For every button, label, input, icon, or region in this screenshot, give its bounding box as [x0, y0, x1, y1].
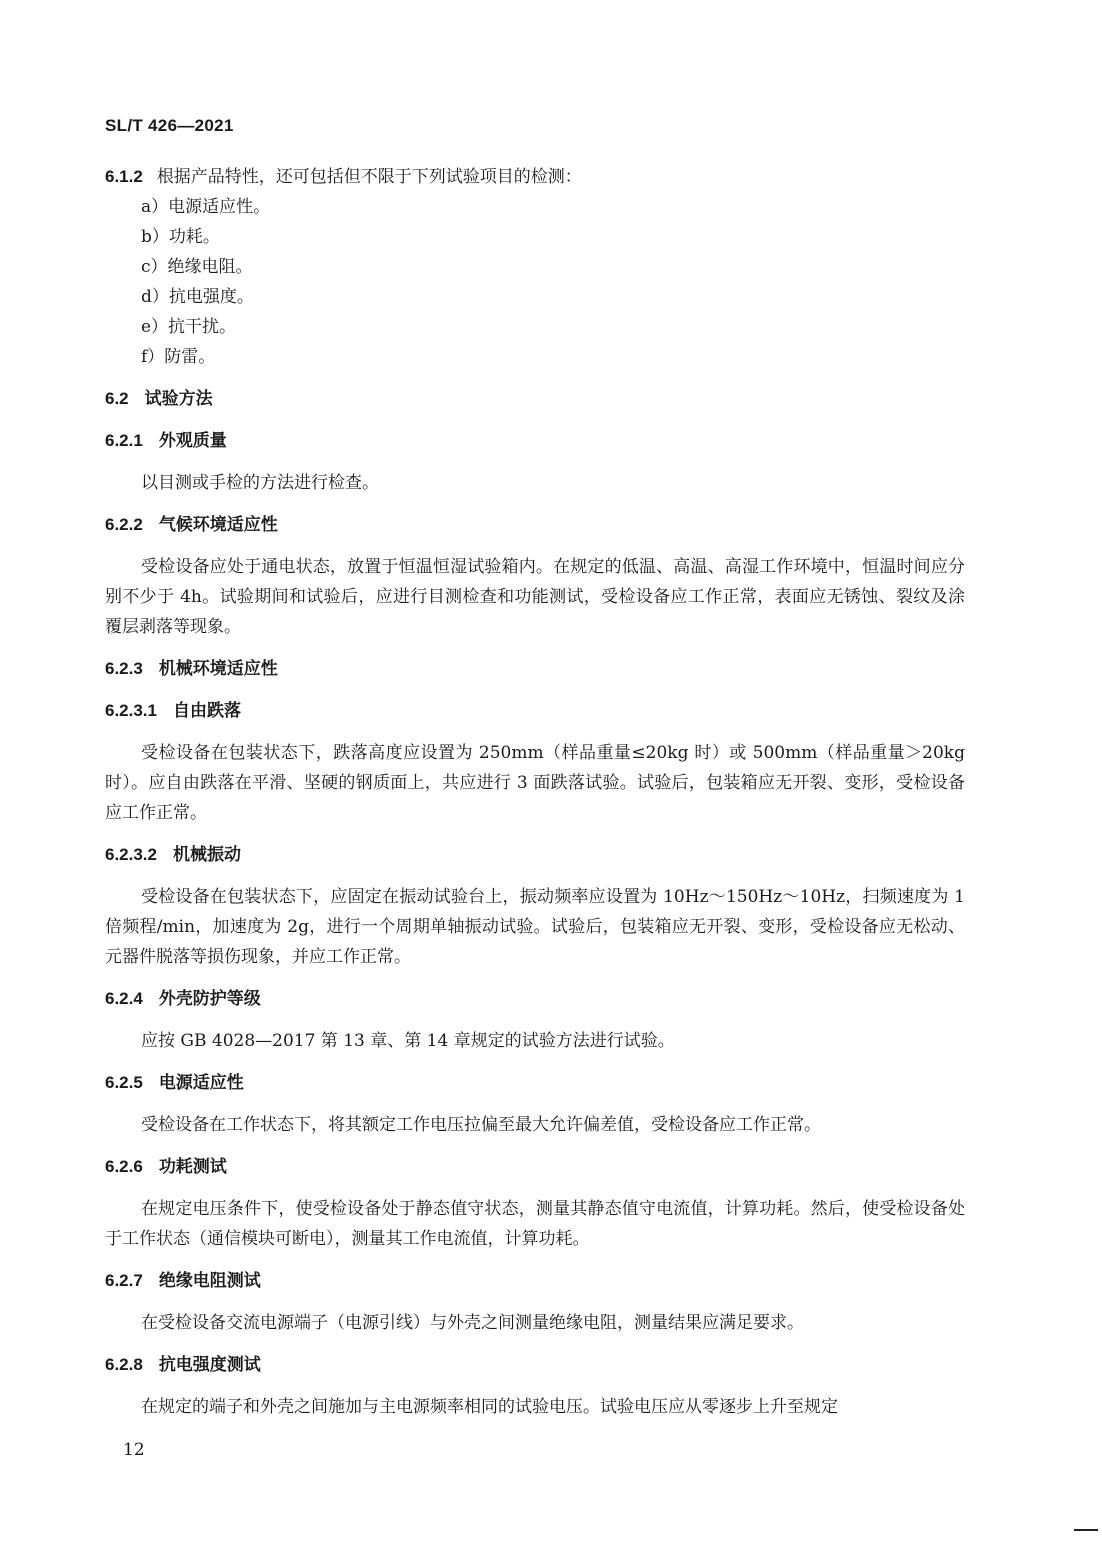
section-heading — [105, 1350, 965, 1380]
list-item: e）抗干扰。 — [141, 317, 237, 337]
section-title: 机械振动 — [173, 845, 241, 864]
section-paragraph: 在受检设备交流电源端子（电源引线）与外壳之间测量绝缘电阻，测量结果应满足要求。 — [141, 1313, 804, 1333]
section-heading — [105, 984, 965, 1014]
section-paragraph: 受检设备应处于通电状态，放置于恒温恒湿试验箱内。在规定的低温、高温、高湿工作环境中，恒温时间应分别不少于 4h。试验期间和试验后，应进行目测检查和功能测试，受检设备应工作正常，表面应无锈蚀、裂纹及涂覆层剥落等现象。 — [105, 557, 965, 637]
section-number: 6.2.5 — [105, 1073, 143, 1092]
section-heading — [105, 426, 965, 456]
section-heading — [105, 840, 965, 870]
section-heading — [105, 696, 965, 726]
section-paragraph: 以目测或手检的方法进行检查。 — [141, 473, 379, 493]
clause-6-1-2 — [105, 162, 965, 192]
margin-rule — [1074, 1529, 1098, 1531]
section-title: 电源适应性 — [158, 1073, 244, 1092]
section-title: 功耗测试 — [158, 1157, 227, 1176]
list-item: a）电源适应性。 — [141, 197, 271, 217]
section-paragraph: 应按 GB 4028—2017 第 13 章、第 14 章规定的试验方法进行试验。 — [141, 1031, 675, 1051]
section-number: 6.2.3.2 — [105, 845, 157, 864]
section-title: 外观质量 — [158, 431, 227, 450]
section-heading — [105, 1152, 965, 1182]
section-number: 6.2.2 — [105, 515, 143, 534]
section-paragraph: 受检设备在包装状态下，应固定在振动试验台上，振动频率应设置为 10Hz～150Hz～10Hz，扫频速度为 1 倍频程/min，加速度为 2g，进行一个周期单轴振动试验。试验后，包装箱应无开裂、变形，受检设备应无松动、元器件脱落等损伤现象，并应工作正常。 — [105, 887, 965, 967]
clause-text: 根据产品特性，还可包括但不限于下列试验项目的检测： — [156, 167, 582, 187]
section-number: 6.2 — [105, 389, 129, 408]
section-paragraph: 受检设备在工作状态下，将其额定工作电压拉偏至最大允许偏差值，受检设备应工作正常。 — [141, 1115, 821, 1135]
section-paragraph: 在规定的端子和外壳之间施加与主电源频率相同的试验电压。试验电压应从零逐步上升至规定 — [141, 1397, 838, 1417]
section-heading — [105, 654, 965, 684]
standard-code-header: SL/T 426—2021 — [105, 116, 234, 135]
list-item: c）绝缘电阻。 — [141, 257, 253, 277]
section-heading — [105, 510, 965, 540]
section-title: 外壳防护等级 — [158, 989, 261, 1008]
section-number: 6.2.3.1 — [105, 701, 157, 720]
section-paragraph: 受检设备在包装状态下，跌落高度应设置为 250mm（样品重量≤20kg 时）或 500mm（样品重量＞20kg 时）。应自由跌落在平滑、坚硬的钢质面上，共应进行 3 面跌落试验。试验后，包装箱应无开裂、变形，受检设备应工作正常。 — [105, 743, 965, 823]
section-title: 绝缘电阻测试 — [158, 1271, 261, 1290]
section-heading — [105, 1068, 965, 1098]
document-body — [105, 162, 965, 1422]
section-number: 6.2.1 — [105, 431, 143, 450]
list-item: f）防雷。 — [141, 347, 216, 367]
section-number: 6.2.7 — [105, 1271, 143, 1290]
section-heading — [105, 384, 965, 414]
section-title: 抗电强度测试 — [158, 1355, 261, 1374]
section-paragraph: 在规定电压条件下，使受检设备处于静态值守状态，测量其静态值守电流值，计算功耗。然后，使受检设备处于工作状态（通信模块可断电），测量其工作电流值，计算功耗。 — [105, 1199, 965, 1249]
list-item: b）功耗。 — [141, 227, 220, 247]
clause-number: 6.1.2 — [105, 167, 143, 186]
section-number: 6.2.8 — [105, 1355, 143, 1374]
page-number: 12 — [123, 1440, 145, 1460]
test-item-list — [105, 192, 965, 372]
section-title: 自由跌落 — [173, 701, 241, 720]
section-number: 6.2.6 — [105, 1157, 143, 1176]
section-number: 6.2.4 — [105, 989, 143, 1008]
list-item: d）抗电强度。 — [141, 287, 254, 307]
section-title: 气候环境适应性 — [158, 515, 278, 534]
section-title: 机械环境适应性 — [158, 659, 278, 678]
section-title: 试验方法 — [144, 389, 213, 408]
section-number: 6.2.3 — [105, 659, 143, 678]
section-heading — [105, 1266, 965, 1296]
